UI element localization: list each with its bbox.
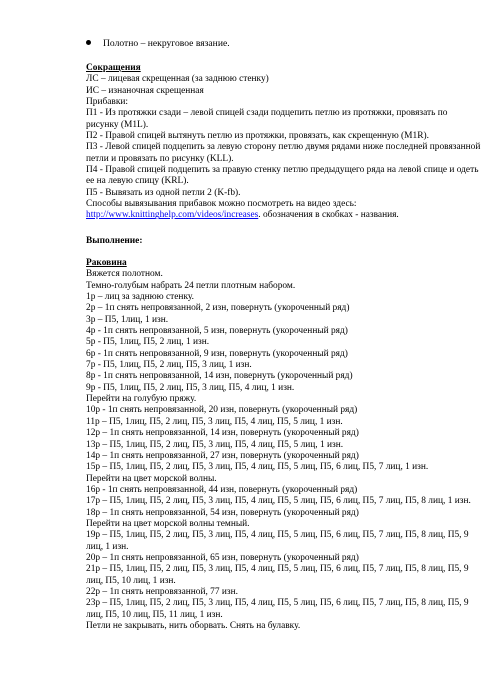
instruction-line: 5р - П5, 1лиц, П5, 2 лиц, 1 изн.	[86, 337, 210, 348]
instruction-line: 14р – 1п снять непровязанной, 27 изн, повернуть (укороченный ряд)	[86, 450, 359, 461]
instruction-line: 8р - 1п снять непровязанной, 14 изн, повернуть (укороченный ряд)	[86, 371, 353, 382]
instruction-line: 15р – П5, 1лиц, П5, 2 лиц, П5, 3 лиц, П5, 4 лиц, П5, 5 лиц, П5, 6 лиц, П5, 7 лиц, 1 изн.	[86, 462, 429, 473]
instruction-line: 17р – П5, 1лиц, П5, 2 лиц, П5, 3 лиц, П5, 4 лиц, П5, 5 лиц, П5, 6 лиц, П5, 7 лиц, П5, 8 лиц, 1 изн.	[86, 496, 471, 507]
abbrev-p4: П4 - Правой спицей подцепить за правую стенку петлю предыдущего ряда на левой спице и одеть ее на левую спицу (KRL).	[86, 165, 479, 187]
instruction-line: 9р - П5, 1лиц, П5, 2 лиц, П5, 3 лиц, П5, 4 лиц, 1 изн.	[86, 382, 295, 393]
instruction-line: 19р – П5, 1лиц, П5, 2 лиц, П5, 3 лиц, П5, 4 лиц, П5, 5 лиц, П5, 6 лиц, П5, 7 лиц, П5, 8 лиц, П5, 9 лиц, 1 изн.	[86, 530, 469, 552]
execution-heading: Выполнение:	[86, 236, 143, 246]
instruction-line: Петли не закрывать, нить оборвать. Снять на булавку.	[86, 621, 301, 631]
abbrev-p5: П5 - Вывязать из одной петли 2 (K-fb).	[86, 187, 241, 198]
abbrev-p3: П3 - Левой спицей подцепить за левую сторону петлю двумя рядами ниже последней провязанной петли и провязать по рисунку (KLL).	[86, 142, 481, 164]
instruction-line: 10р - 1п снять непровязанной, 20 изн, повернуть (укороченный ряд)	[86, 405, 358, 416]
instruction-line: Перейти на цвет морской волны темный.	[86, 518, 250, 529]
instruction-line: 6р - 1п снять непровязанной, 9 изн, повернуть (укороченный ряд)	[86, 348, 348, 359]
instruction-line: Перейти на цвет морской волны.	[86, 473, 217, 484]
instruction-line: 13р – П5, 1лиц, П5, 2 лиц, П5, 3 лиц, П5, 4 лиц, П5, 5 лиц, 1 изн.	[86, 439, 344, 450]
video-link-line	[86, 210, 481, 221]
abbreviations-section	[86, 63, 481, 222]
instruction-line: 18р – 1п снять непровязанной, 54 изн, повернуть (укороченный ряд)	[86, 507, 359, 518]
shell-section	[86, 258, 481, 632]
abbrev-p2: П2 - Правой спицей вытянуть петлю из протяжки, провязать, как скрещенную (M1R).	[86, 131, 429, 142]
video-note: Способы вывязывания прибавок можно посмотреть на видео здесь:	[86, 199, 357, 210]
instruction-line: 7р - П5, 1лиц, П5, 2 лиц, П5, 3 лиц, 1 изн.	[86, 360, 252, 371]
abbreviations-heading: Сокращения	[86, 63, 141, 73]
instruction-line: 11р – П5, 1лиц, П5, 2 лиц, П5, 3 лиц, П5, 4 лиц, П5, 5 лиц, 1 изн.	[86, 416, 343, 427]
execution-section	[86, 236, 481, 247]
instruction-line: Перейти на голубую пряжу.	[86, 394, 197, 405]
instruction-line: 3р – П5, 1лиц, 1 изн.	[86, 314, 169, 325]
video-link[interactable]: http://www.knittinghelp.com/videos/increases	[86, 210, 259, 221]
bullet-item	[86, 38, 230, 50]
instruction-line: 1р – лиц за заднюю стенку.	[86, 292, 194, 303]
link-suffix: . обозначения в скобках - названия.	[258, 210, 399, 221]
instruction-line: 4р - 1п снять непровязанной, 5 изн, повернуть (укороченный ряд)	[86, 326, 348, 337]
instruction-line: 12р – 1п снять непровязанной, 14 изн, повернуть (укороченный ряд)	[86, 428, 359, 439]
instruction-line: 22р – 1п снять непровязанной, 77 изн.	[86, 586, 238, 597]
abbrev-p1: П1 - Из протяжки сзади – левой спицей сзади подцепить петлю из протяжки, провязать по рисунку (M1L).	[86, 108, 448, 130]
bullet-dot-icon	[86, 40, 91, 45]
shell-heading: Раковина	[86, 258, 127, 268]
abbrev-ls: ЛС – лицевая скрещенная (за заднюю стенку)	[86, 74, 269, 85]
instruction-line: 16р - 1п снять непровязанной, 44 изн, повернуть (укороченный ряд)	[86, 484, 358, 495]
instruction-line: 20р – 1п снять непровязанной, 65 изн, повернуть (укороченный ряд)	[86, 552, 359, 563]
shell-instructions	[86, 269, 481, 632]
abbrev-is: ИС – изнаночная скрещенная	[86, 85, 204, 96]
bullet-text: Полотно – некруговое вязание.	[103, 38, 230, 49]
instruction-line: Темно-голубым набрать 24 петли плотным набором.	[86, 280, 296, 291]
instruction-line: 23р – П5, 1лиц, П5, 2 лиц, П5, 3 лиц, П5, 4 лиц, П5, 5 лиц, П5, 6 лиц, П5, 7 лиц, П5, 8 лиц, П5, 9 лиц, П5, 10 лиц, П5, 11 лиц, 1 изн.	[86, 598, 469, 620]
instruction-line: Вяжется полотном.	[86, 269, 163, 280]
increases-label: Прибавки:	[86, 97, 129, 108]
instruction-line: 2р – 1п снять непровязанной, 2 изн, повернуть (укороченный ряд)	[86, 303, 350, 314]
instruction-line: 21р – П5, 1лиц, П5, 2 лиц, П5, 3 лиц, П5, 4 лиц, П5, 5 лиц, П5, 6 лиц, П5, 7 лиц, П5, 8 лиц, П5, 9 лиц, П5, 10 лиц, 1 изн.	[86, 564, 469, 586]
